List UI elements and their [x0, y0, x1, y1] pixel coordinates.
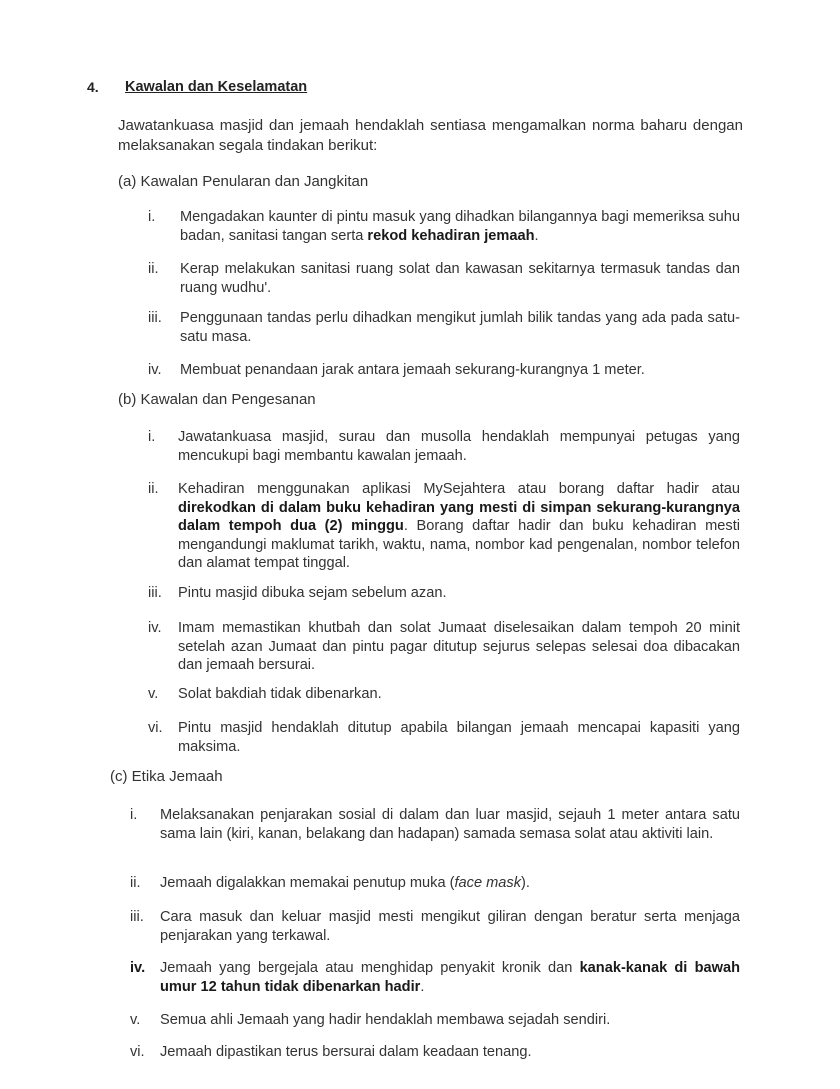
- item-text: Pintu masjid dibuka sejam sebelum azan.: [178, 585, 447, 601]
- item-number: iv.: [148, 362, 162, 378]
- item-text: Jemaah yang bergejala atau menghidap penyakit kronik dan kanak-kanak di bawah umur 12 tahun tidak dibenarkan hadir.: [160, 960, 740, 995]
- item-number: i.: [148, 209, 156, 225]
- italic-text: face mask: [454, 875, 521, 891]
- item-text: Penggunaan tandas perlu dihadkan mengikut jumlah bilik tandas yang ada pada satu-satu masa.: [180, 310, 740, 345]
- item-number: iii.: [148, 310, 162, 326]
- item-text: Mengadakan kaunter di pintu masuk yang dihadkan bilangannya bagi memeriksa suhu badan, sanitasi tangan serta rekod kehadiran jemaah.: [180, 209, 740, 244]
- item-text: Jemaah dipastikan terus bersurai dalam keadaan tenang.: [160, 1044, 532, 1060]
- bold-text: kanak-kanak di bawah umur 12 tahun tidak dibenarkan hadir: [160, 960, 740, 995]
- item-number: vi.: [130, 1044, 145, 1060]
- item-text: Pintu masjid hendaklah ditutup apabila bilangan jemaah mencapai kapasiti yang maksima.: [178, 720, 740, 755]
- item-number: iii.: [148, 585, 162, 601]
- item-number: v.: [130, 1012, 141, 1028]
- item-number: iv.: [130, 960, 146, 976]
- subsection-heading-b: (b) Kawalan dan Pengesanan: [118, 391, 316, 408]
- bold-text: rekod kehadiran jemaah: [367, 227, 535, 244]
- item-number: ii.: [130, 875, 141, 891]
- item-text: Jemaah digalakkan memakai penutup muka (face mask).: [160, 875, 530, 891]
- bold-text: direkodkan di dalam buku kehadiran yang mesti di simpan sekurang-kurangnya dalam tempoh dua (2) minggu: [178, 499, 740, 534]
- item-text: Solat bakdiah tidak dibenarkan.: [178, 686, 382, 702]
- section-number: 4.: [87, 79, 99, 95]
- item-number: ii.: [148, 481, 159, 497]
- subsection-heading-c: (c) Etika Jemaah: [110, 768, 223, 785]
- item-number: vi.: [148, 720, 163, 736]
- item-number: i.: [130, 807, 138, 823]
- item-number: i.: [148, 429, 156, 445]
- item-text: Melaksanakan penjarakan sosial di dalam dan luar masjid, sejauh 1 meter antara satu sama lain (kiri, kanan, belakang dan hadapan) samada semasa solat atau aktiviti lain.: [160, 807, 740, 842]
- item-text: Kehadiran menggunakan aplikasi MySejahtera atau borang daftar hadir atau direkodkan di dalam buku kehadiran yang mesti di simpan sekurang-kurangnya dalam tempoh dua (2) minggu. Borang daftar hadir dan buku kehadiran mesti mengandungi maklumat tarikh, waktu, nama, nombor kad pengenalan, nombor telefon dan alamat tempat tinggal.: [178, 481, 740, 571]
- intro-paragraph: Jawatankuasa masjid dan jemaah hendaklah sentiasa mengamalkan norma baharu dengan melaksanakan segala tindakan berikut:: [118, 117, 743, 154]
- item-text: Kerap melakukan sanitasi ruang solat dan kawasan sekitarnya termasuk tandas dan ruang wudhu'.: [180, 261, 740, 296]
- subsection-heading-a: (a) Kawalan Penularan dan Jangkitan: [118, 173, 369, 190]
- item-text: Jawatankuasa masjid, surau dan musolla hendaklah mempunyai petugas yang mencukupi bagi membantu kawalan jemaah.: [178, 429, 740, 464]
- item-number: iii.: [130, 909, 144, 925]
- item-number: v.: [148, 686, 159, 702]
- item-text: Membuat penandaan jarak antara jemaah sekurang-kurangnya 1 meter.: [180, 362, 645, 378]
- item-text: Cara masuk dan keluar masjid mesti mengikut giliran dengan beratur serta menjaga penjarakan yang terkawal.: [160, 909, 740, 944]
- section-title: Kawalan dan Keselamatan: [125, 79, 308, 95]
- item-text: Imam memastikan khutbah dan solat Jumaat diselesaikan dalam tempoh 20 minit setelah azan Jumaat dan pintu pagar ditutup sejurus selepas selesai doa dibacakan dan jemaah bersurai.: [178, 620, 740, 673]
- item-number: ii.: [148, 261, 159, 277]
- item-text: Semua ahli Jemaah yang hadir hendaklah membawa sejadah sendiri.: [160, 1012, 611, 1028]
- item-number: iv.: [148, 620, 162, 636]
